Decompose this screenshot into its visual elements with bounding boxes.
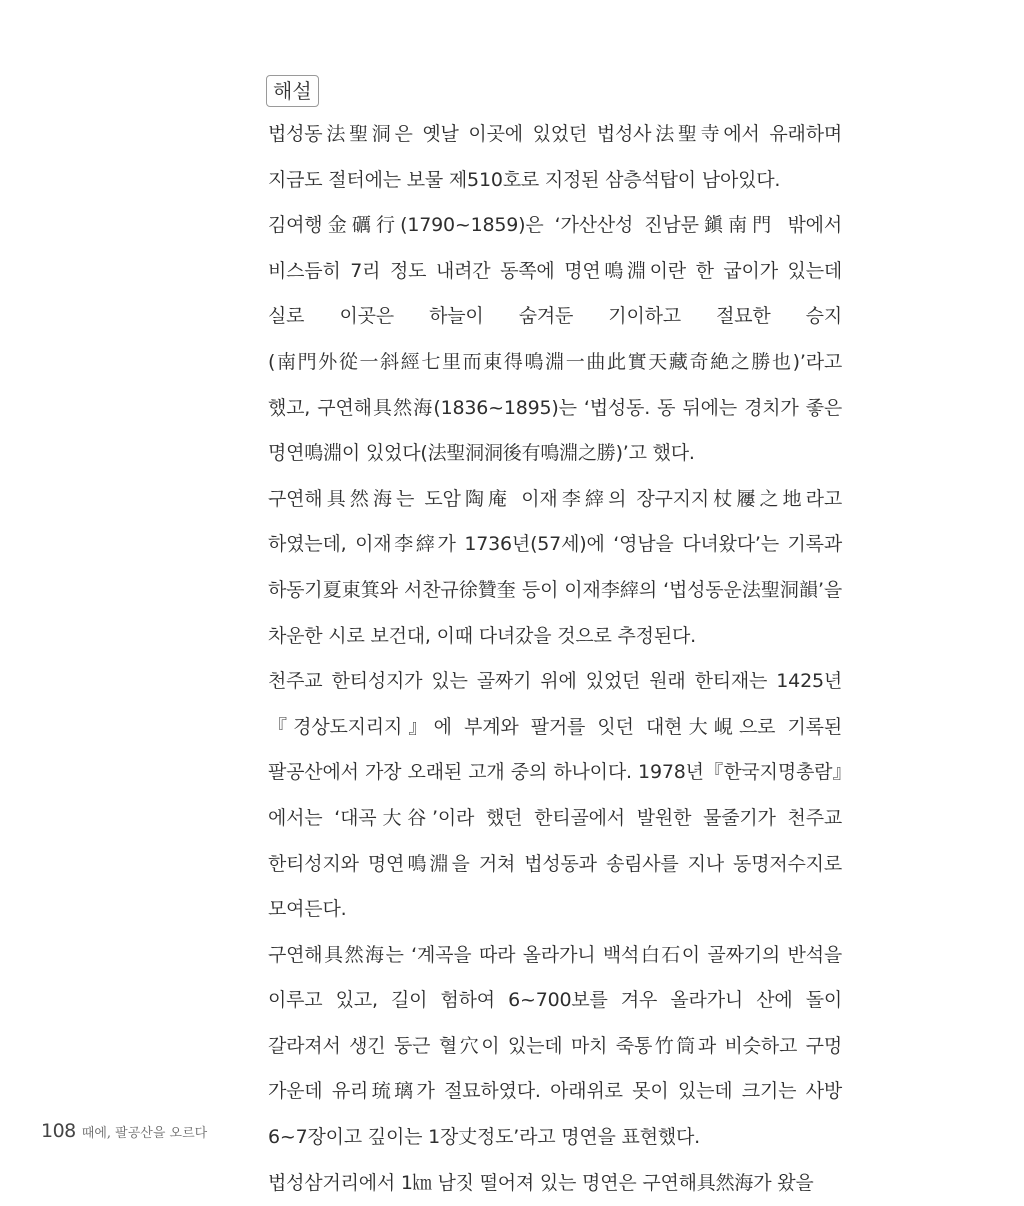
paragraph: 법성동法聖洞은 옛날 이곳에 있었던 법성사法聖寺에서 유래하며 지금도 절터에는 보물 제510호로 지정된 삼층석탑이 남아있다.	[268, 123, 842, 191]
section-heading: 해설	[266, 75, 319, 107]
paragraph: 구연해具然海는 도암陶庵 이재李縡의 장구지지杖屨之地라고 하였는데, 이재李縡가 1736년(57세)에 ‘영남을 다녀왔다’는 기록과 하동기夏東箕와 서찬규徐贊奎 등이 이재李縡의 ‘법성동운法聖洞韻’을 차운한 시로 보건대, 이때 다녀갔을 것으로 추정된다.	[268, 487, 842, 647]
body-text	[268, 112, 842, 1206]
paragraph: 김여행金礪行(1790~1859)은 ‘가산산성 진남문鎭南門 밖에서 비스듬히 7리 정도 내려간 동쪽에 명연鳴淵이란 한 굽이가 있는데 실로 이곳은 하늘이 숨겨둔 기이하고 절묘한 승지(南門外從一斜經七里而東得鳴淵一曲此實天藏奇絶之勝也)’라고 했고, 구연해具然海(1836~1895)는 ‘법성동. 동 뒤에는 경치가 좋은 명연鳴淵이 있었다(法聖洞洞後有鳴淵之勝)’고 했다.	[268, 214, 842, 465]
page-number: 108	[41, 1120, 76, 1142]
page-footer	[41, 1120, 207, 1144]
paragraph: 천주교 한티성지가 있는 골짜기 위에 있었던 원래 한티재는 1425년『경상도지리지』에 부계와 팔거를 잇던 대현大峴으로 기록된 팔공산에서 가장 오래된 고개 중의 하나이다. 1978년『한국지명총람』에서는 ‘대곡大谷’이라 했던 한티골에서 발원한 물줄기가 천주교 한티성지와 명연鳴淵을 거쳐 법성동과 송림사를 지나 동명저수지로 모여든다.	[268, 670, 842, 921]
running-title: 때에, 팔공산을 오르다	[81, 1126, 208, 1141]
paragraph: 법성삼거리에서 1㎞ 남짓 떨어져 있는 명연은 구연해具然海가 왔을	[268, 1171, 814, 1194]
paragraph: 구연해具然海는 ‘계곡을 따라 올라가니 백석白石이 골짜기의 반석을 이루고 있고, 길이 험하여 6~700보를 겨우 올라가니 산에 돌이 갈라져서 생긴 둥근 혈穴이 있는데 마치 죽통竹筒과 비슷하고 구멍 가운데 유리琉璃가 절묘하였다. 아래위로 못이 있는데 크기는 사방 6~7장이고 깊이는 1장丈정도’라고 명연을 표현했다.	[268, 943, 842, 1149]
